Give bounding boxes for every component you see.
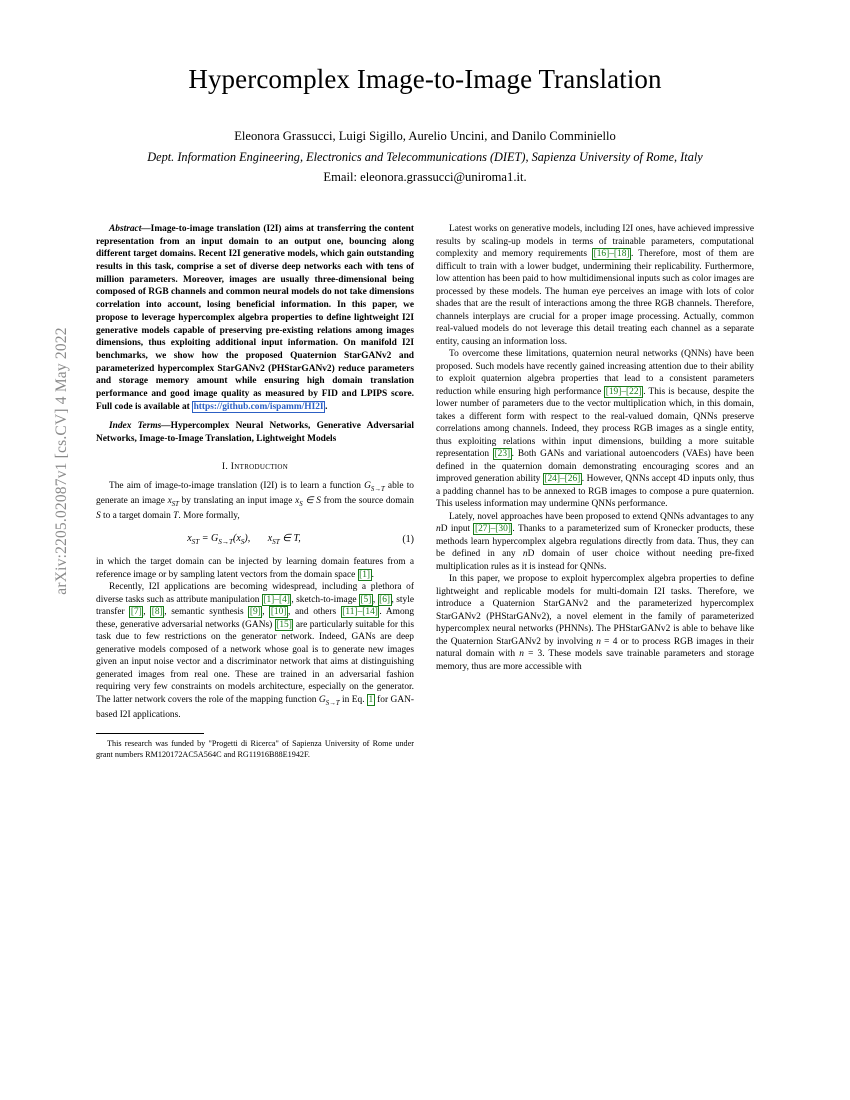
citation-9[interactable]: [9]	[249, 607, 261, 618]
paper-content	[96, 0, 754, 760]
math-g-map: $G_{S\to T}$	[318, 694, 340, 707]
right3-a: Lately, novel approaches have been proposed to extend QNNs advantages to any	[449, 511, 754, 522]
intro3-b: , sketch-to-image	[291, 594, 359, 605]
intro-text-a: The aim of image-to-image translation (I2I) is to learn a function	[109, 481, 365, 492]
intro-text-b: able to generate an image	[96, 481, 414, 507]
intro3-h: , and others	[287, 607, 341, 618]
column-right	[436, 223, 754, 760]
math-g: $G_{S\to T}$	[364, 481, 385, 494]
math-xs: $x_S$ ∈ S	[295, 496, 321, 509]
math-n-2: n	[522, 549, 528, 559]
math-t: T	[173, 511, 179, 522]
math-n-4: n	[519, 649, 524, 659]
equation-1-body: $x_{ST} = G_{S\to T}(x_S)$, $x_{ST}$ ∈ T,	[187, 532, 301, 546]
citation-1[interactable]: [1]	[359, 569, 371, 580]
equation-reference-1[interactable]: 1	[368, 694, 374, 705]
equation-1	[96, 532, 414, 548]
right2-a: To overcome these limitations, quaternion neural networks (QNNs) have been proposed. Such models have recently gained increasing attention due to their ability to exploit quaternion algebra properties that lead to a consistent parameters reduction while ensuring high performance	[436, 349, 754, 397]
equation-1-number: (1)	[402, 533, 414, 545]
citation-10[interactable]: [10]	[270, 607, 287, 618]
index-terms-text: Hypercomplex Neural Networks, Generative Adversarial Networks, Image-to-Image Translation, Lightweight Models	[96, 421, 414, 444]
math-xst: $x_{ST}$	[167, 496, 179, 509]
two-column-body	[96, 223, 754, 760]
math-n-3: n	[596, 636, 601, 647]
footnote-divider	[96, 733, 204, 734]
code-link[interactable]: https://github.com/ispamm/HI2I	[193, 401, 324, 412]
intro3-f: , semantic synthesis	[164, 607, 249, 618]
paragraph-right-1	[436, 223, 754, 348]
intro3-i: . Among these, generative adversarial networks (GANs)	[96, 607, 415, 630]
citation-11-14[interactable]: [11]–[14]	[342, 607, 378, 618]
abstract	[96, 223, 414, 413]
intro3-c: ,	[372, 594, 378, 605]
citation-23[interactable]: [23]	[494, 449, 511, 459]
paragraph-intro-1	[96, 480, 414, 522]
intro3-a: Recently, I2I applications are becoming widespread, including a plethora of diverse tasks such as attribute manipulation	[96, 582, 414, 605]
index-terms-label: Index Terms—	[109, 421, 171, 432]
affiliation: Dept. Information Engineering, Electronics and Telecommunications (DIET), Sapienza University of Rome, Italy	[147, 150, 703, 164]
math-n-1: n	[436, 524, 441, 534]
citation-8[interactable]: [8]	[151, 607, 163, 618]
citation-5[interactable]: [5]	[360, 594, 372, 605]
intro2-text-b: .	[371, 569, 374, 580]
citation-7[interactable]: [7]	[130, 607, 142, 618]
citation-16-18[interactable]: [16]–[18]	[593, 249, 630, 259]
intro3-g: ,	[262, 607, 270, 618]
intro3-k: in Eq.	[339, 694, 368, 705]
citation-6[interactable]: [6]	[379, 594, 391, 605]
right1-b: . Therefore, most of them are difficult to train with a lower budget, undermining their replicability. Furthermore, low attention has been paid to how multidimensional inputs such as color images are processed by these models. The human eye perceives an image with lots of color shades that are the result of interactions among the three RGB channels. Therefore, channels interplays are crucial for a proper image processing. Actually, common real-valued models do not leverage this detail treating each channel as a separate entity, causing an information loss.	[436, 249, 754, 347]
citation-27-30[interactable]: [27]–[30]	[474, 524, 511, 534]
citation-19-22[interactable]: [19]–[22]	[605, 386, 642, 397]
right2-c: . Both GANs and variational autoencoders (VAEs) have been defined in the quaternion domain demonstrating encouraging scores and an improved generation ability	[436, 449, 754, 484]
column-left	[96, 223, 414, 760]
math-s: S	[96, 511, 101, 522]
intro3-d: , style transfer	[96, 594, 414, 618]
right4-b: = 4 or to process RGB images in their natural domain with	[436, 636, 754, 659]
right2-b: . This is because, despite the lower number of parameters due to the vector multiplication which, in this domain, takes a different form with respect to the real-valued domain, QNNs preserve correlations among channels. Indeed, they process RGB images as a single entity, thus exploiting relations within input dimensions, building a more suitable representation	[436, 386, 754, 459]
intro3-e: ,	[143, 607, 151, 618]
abstract-label: Abstract—	[109, 224, 151, 234]
paragraph-right-2	[436, 348, 754, 511]
citation-24-26[interactable]: [24]–[26]	[544, 474, 581, 484]
right1-a: Latest works on generative models, including I2I ones, have achieved impressive results by scaling-up models in terms of trainable parameters, computational complexity and memory requirements	[436, 224, 754, 259]
citation-1-4[interactable]: [1]–[4]	[263, 594, 290, 605]
right3-b: D input	[440, 524, 474, 534]
page-title: Hypercomplex Image-to-Image Translation	[188, 64, 662, 94]
intro3-l: for GAN-based I2I applications.	[96, 694, 414, 720]
author-list: Eleonora Grassucci, Luigi Sigillo, Aurelio Uncini, and Danilo Comminiello	[234, 129, 616, 143]
right4-c: = 3. These models save trainable parameters and storage memory, thus are more accessible with	[436, 649, 754, 672]
right3-d: D domain of user choice without needing pre-fixed multiplication rules as it is instead for QNNs.	[436, 549, 754, 572]
intro3-j: are particularly suitable for this task due to few restrictions on the generator network. Indeed, GANs are deep generative models composed of a network whose goal is to generate new images given an input noise vector and a discriminator network that aims at distinguishing generated images from real one. These are trained in an adversarial fashion requiring very few constraints on models architecture, especially on the generator. The latter network covers the role of the mapping function	[96, 619, 414, 705]
intro-text-d: from the source domain	[320, 496, 414, 507]
arxiv-stamp: arXiv:2205.02087v1 [cs.CV] 4 May 2022	[53, 327, 70, 595]
contact-email: Email: eleonora.grassucci@uniroma1.it.	[323, 170, 527, 184]
abstract-text: Image-to-image translation (I2I) aims at transferring the content representation from an input domain to an output one, bouncing along different target domains. Recent I2I generative models, which gain outstanding results in this task, comprise a set of diverse deep networks each with tens of million parameters. Moreover, images are usually three-dimensional being composed of RGB channels and common neural models do not take dimensions correlation into account, losing beneficial information. In this paper, we propose to leverage hypercomplex algebra properties to define lightweight I2I generative models capable of preserving pre-existing relations among images dimensions, thus exploiting additional input information. On manifold I2I benchmarks, we show how the proposed Quaternion StarGANv2 and parameterized hypercomplex StarGANv2 (PHStarGANv2) reduce parameters and storage memory amount while ensuring high domain translation performance and good image quality as measured by FID and LPIPS score. Full code is available at	[96, 224, 414, 412]
paragraph-intro-3	[96, 581, 414, 721]
abstract-text-tail: .	[325, 401, 328, 412]
intro2-text-a: in which the target domain can be injected by learning domain features from a reference image or by sampling latent vectors from the domain space	[96, 557, 414, 580]
paragraph-intro-2	[96, 556, 414, 581]
right2-d: . However, QNNs accept 4D inputs only, thus a padding channel has to be annexed to RGB images to compose a pure quaternion. This useless information may undermine QNNs performance.	[436, 474, 754, 509]
right3-c: . Thanks to a parameterized sum of Kronecker products, these methods learn hypercomplex algebra regulations directly from data. Thus, they can be defined in any	[436, 524, 754, 559]
index-terms	[96, 420, 414, 445]
right4-a: In this paper, we propose to exploit hypercomplex algebra properties to define lightweight and replicable models for multi-domain I2I tasks. Therefore, we introduce a Quaternion StarGANv2 and the parameterized hypercomplex StarGANv2 (PHStarGANv2), a novel element in the family of parameterized hypercomplex neural networks (PHNNs). The PHStarGANv2 is able to behave like the Quaternion StarGANv2 by involving	[436, 574, 754, 647]
intro-text-e: to a target domain	[100, 511, 174, 522]
paragraph-right-4	[436, 573, 754, 673]
intro-text-c: by translating an input image	[178, 496, 296, 507]
paragraph-right-3	[436, 511, 754, 574]
citation-15[interactable]: [15]	[276, 619, 292, 630]
footnote-funding: This research was funded by "Progetti di Ricerca" of Sapienza University of Rome under grant numbers RM120172AC5A564C and RG11916B88E1942F.	[96, 739, 414, 759]
section-heading-introduction: I. Introduction	[221, 460, 289, 472]
intro-text-f: . More formally,	[178, 511, 240, 522]
